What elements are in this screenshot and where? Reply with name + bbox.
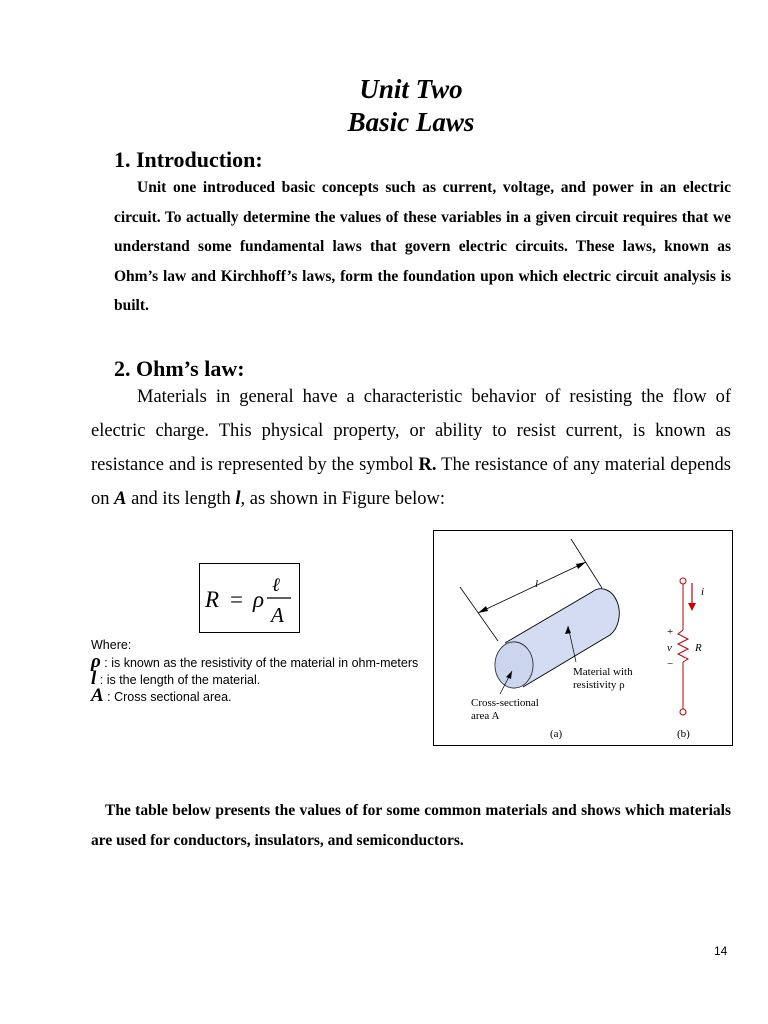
title-line-2: Basic Laws bbox=[347, 107, 475, 137]
cylinder-diagram bbox=[460, 539, 633, 740]
section-number: 2. bbox=[114, 356, 131, 381]
where-item-area: A : Cross sectional area. bbox=[91, 685, 232, 706]
section-number: 1. bbox=[114, 147, 131, 172]
caption-a: (a) bbox=[550, 728, 563, 740]
resistor-label: R bbox=[695, 642, 702, 654]
area-label-2: area A bbox=[471, 710, 500, 722]
introduction-paragraph: Unit one introduced basic concepts such as current, voltage, and power in an electric circuit. To actually determine the values of these variables in a given circuit requires that we understand some fundamental laws that govern electric circuits. These laws, known as Ohm’s law and Kirchhoff’s laws, form the foundation upon which electric circuit analysis is built. bbox=[114, 179, 731, 314]
symbol-r: R. bbox=[418, 455, 437, 475]
section-title: Ohm’s law: bbox=[136, 356, 245, 381]
plus-sign: + bbox=[667, 626, 674, 638]
formula-numerator: ℓ bbox=[272, 574, 280, 596]
figure-graphic bbox=[434, 531, 731, 744]
dimension-extension-right bbox=[571, 539, 602, 588]
caption-b: (b) bbox=[677, 728, 690, 740]
length-label: l bbox=[535, 578, 539, 590]
symbol-l: l bbox=[235, 489, 241, 509]
resistance-formula bbox=[199, 563, 300, 633]
material-label-2: resistivity ρ bbox=[573, 679, 625, 691]
formula-graphic bbox=[200, 564, 298, 631]
where-list bbox=[91, 638, 421, 704]
arrow-head-left bbox=[478, 606, 488, 613]
formula-equals: = bbox=[230, 587, 243, 612]
area-label-1: Cross-sectional bbox=[471, 697, 539, 709]
current-arrow-head bbox=[688, 603, 696, 611]
arrow-head-right bbox=[576, 562, 586, 569]
where-item-length: l : is the length of the material. bbox=[91, 668, 261, 689]
symbol-a: A bbox=[114, 489, 127, 509]
minus-sign: − bbox=[667, 658, 674, 670]
where-item-rho: ρ : is known as the resistivity of the material in ohm-meters bbox=[91, 651, 419, 672]
closing-paragraph: The table below presents the values of for some common materials and shows which materials are used for conductors, insulators, and semiconductors. bbox=[91, 802, 731, 849]
formula-r: R bbox=[205, 587, 220, 612]
voltage-label: v bbox=[667, 642, 672, 654]
dimension-extension-left bbox=[460, 587, 498, 641]
circuit-diagram bbox=[667, 578, 704, 740]
resistor-zigzag bbox=[678, 630, 688, 662]
ohms-law-paragraph: Materials in general have a characteristic behavior of resisting the flow of electric charge. This physical property, or ability to resist current, is known as resistance and is represented by the symbol R. The resistance of any material depends on A and its length l, as shown in Figure below: bbox=[91, 387, 731, 509]
resistor-figure bbox=[433, 530, 733, 746]
material-label-1: Material with bbox=[573, 666, 633, 678]
current-label: i bbox=[701, 586, 705, 598]
where-label: Where: bbox=[91, 638, 132, 652]
section-heading-ohms-law bbox=[114, 356, 245, 382]
title-line-1: Unit Two bbox=[359, 74, 463, 104]
page-title bbox=[0, 73, 768, 139]
section-title: Introduction: bbox=[136, 147, 263, 172]
formula-rho: ρ bbox=[253, 587, 265, 612]
page-number: 14 bbox=[714, 944, 728, 958]
section-heading-introduction bbox=[114, 147, 263, 173]
cylinder-face-shade bbox=[495, 642, 533, 688]
formula-denominator: A bbox=[271, 603, 284, 627]
